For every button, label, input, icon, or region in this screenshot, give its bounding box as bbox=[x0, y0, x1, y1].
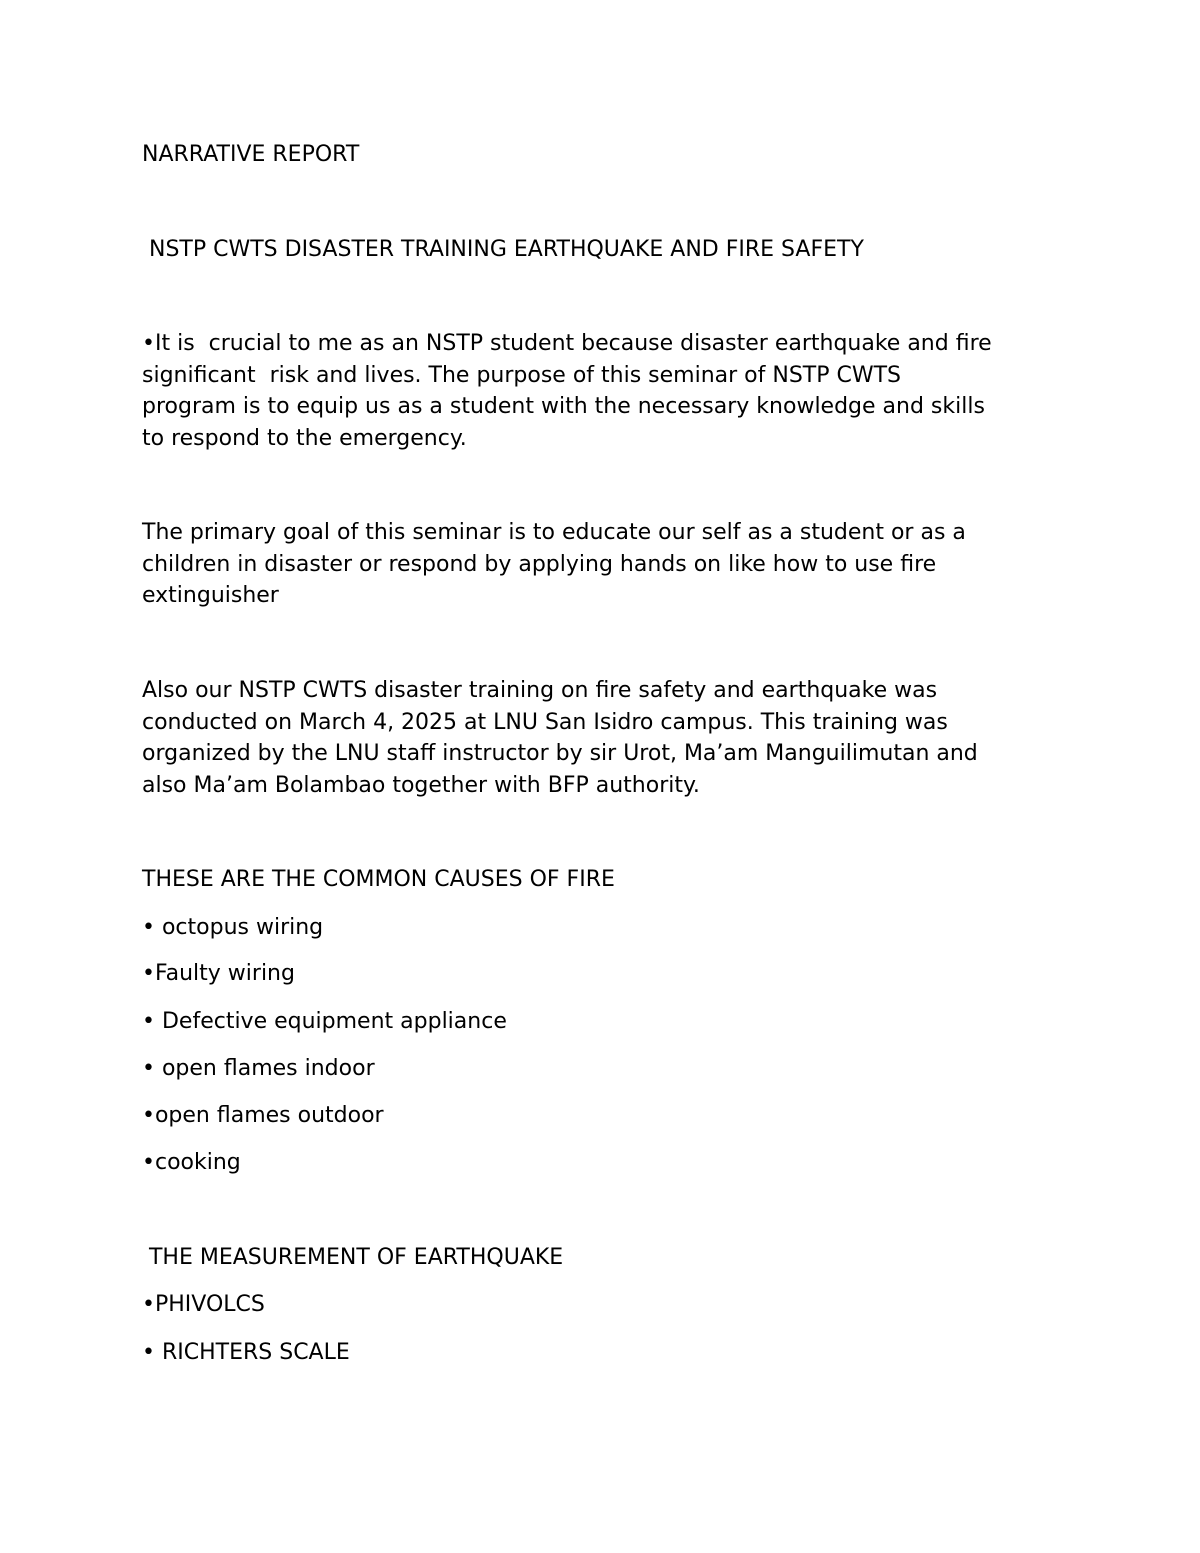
paragraph-line: The primary goal of this seminar is to educate our self as a student or as a bbox=[142, 520, 966, 545]
list-item: •Faulty wiring bbox=[142, 961, 295, 986]
earthquake-measurement-heading: THE MEASUREMENT OF EARTHQUAKE bbox=[142, 1245, 564, 1270]
paragraph-line: to respond to the emergency. bbox=[142, 425, 467, 451]
paragraph-intro bbox=[142, 328, 1072, 454]
paragraph-line: •It is crucial to me as an NSTP student because disaster earthquake and fire bbox=[142, 331, 992, 356]
paragraph-line: significant risk and lives. The purpose of this seminar of NSTP CWTS bbox=[142, 362, 901, 388]
paragraph-line: extinguisher bbox=[142, 583, 279, 608]
paragraph-line: program is to equip us as a student with the necessary knowledge and skills bbox=[142, 394, 985, 419]
paragraph-training-details bbox=[142, 675, 1072, 801]
paragraph-line: children in disaster or respond by applying hands on like how to use fire bbox=[142, 551, 937, 577]
list-item: • RICHTERS SCALE bbox=[142, 1340, 350, 1365]
list-item: • Defective equipment appliance bbox=[142, 1009, 507, 1034]
list-item: •PHIVOLCS bbox=[142, 1292, 265, 1317]
report-subtitle: NSTP CWTS DISASTER TRAINING EARTHQUAKE AND FIRE SAFETY bbox=[142, 237, 864, 262]
list-item: • open flames indoor bbox=[142, 1056, 375, 1081]
list-item: •cooking bbox=[142, 1150, 241, 1175]
fire-causes-heading: THESE ARE THE COMMON CAUSES OF FIRE bbox=[142, 867, 615, 892]
report-title: NARRATIVE REPORT bbox=[142, 142, 360, 167]
paragraph-line: conducted on March 4, 2025 at LNU San Isidro campus. This training was bbox=[142, 709, 948, 735]
paragraph-line: organized by the LNU staff instructor by sir Urot, Ma’am Manguilimutan and bbox=[142, 741, 978, 766]
list-item: •open flames outdoor bbox=[142, 1103, 384, 1128]
list-item: • octopus wiring bbox=[142, 915, 324, 940]
paragraph-line: Also our NSTP CWTS disaster training on fire safety and earthquake was bbox=[142, 678, 938, 703]
paragraph-line: also Ma’am Bolambao together with BFP authority. bbox=[142, 772, 700, 798]
paragraph-goal bbox=[142, 517, 1072, 612]
